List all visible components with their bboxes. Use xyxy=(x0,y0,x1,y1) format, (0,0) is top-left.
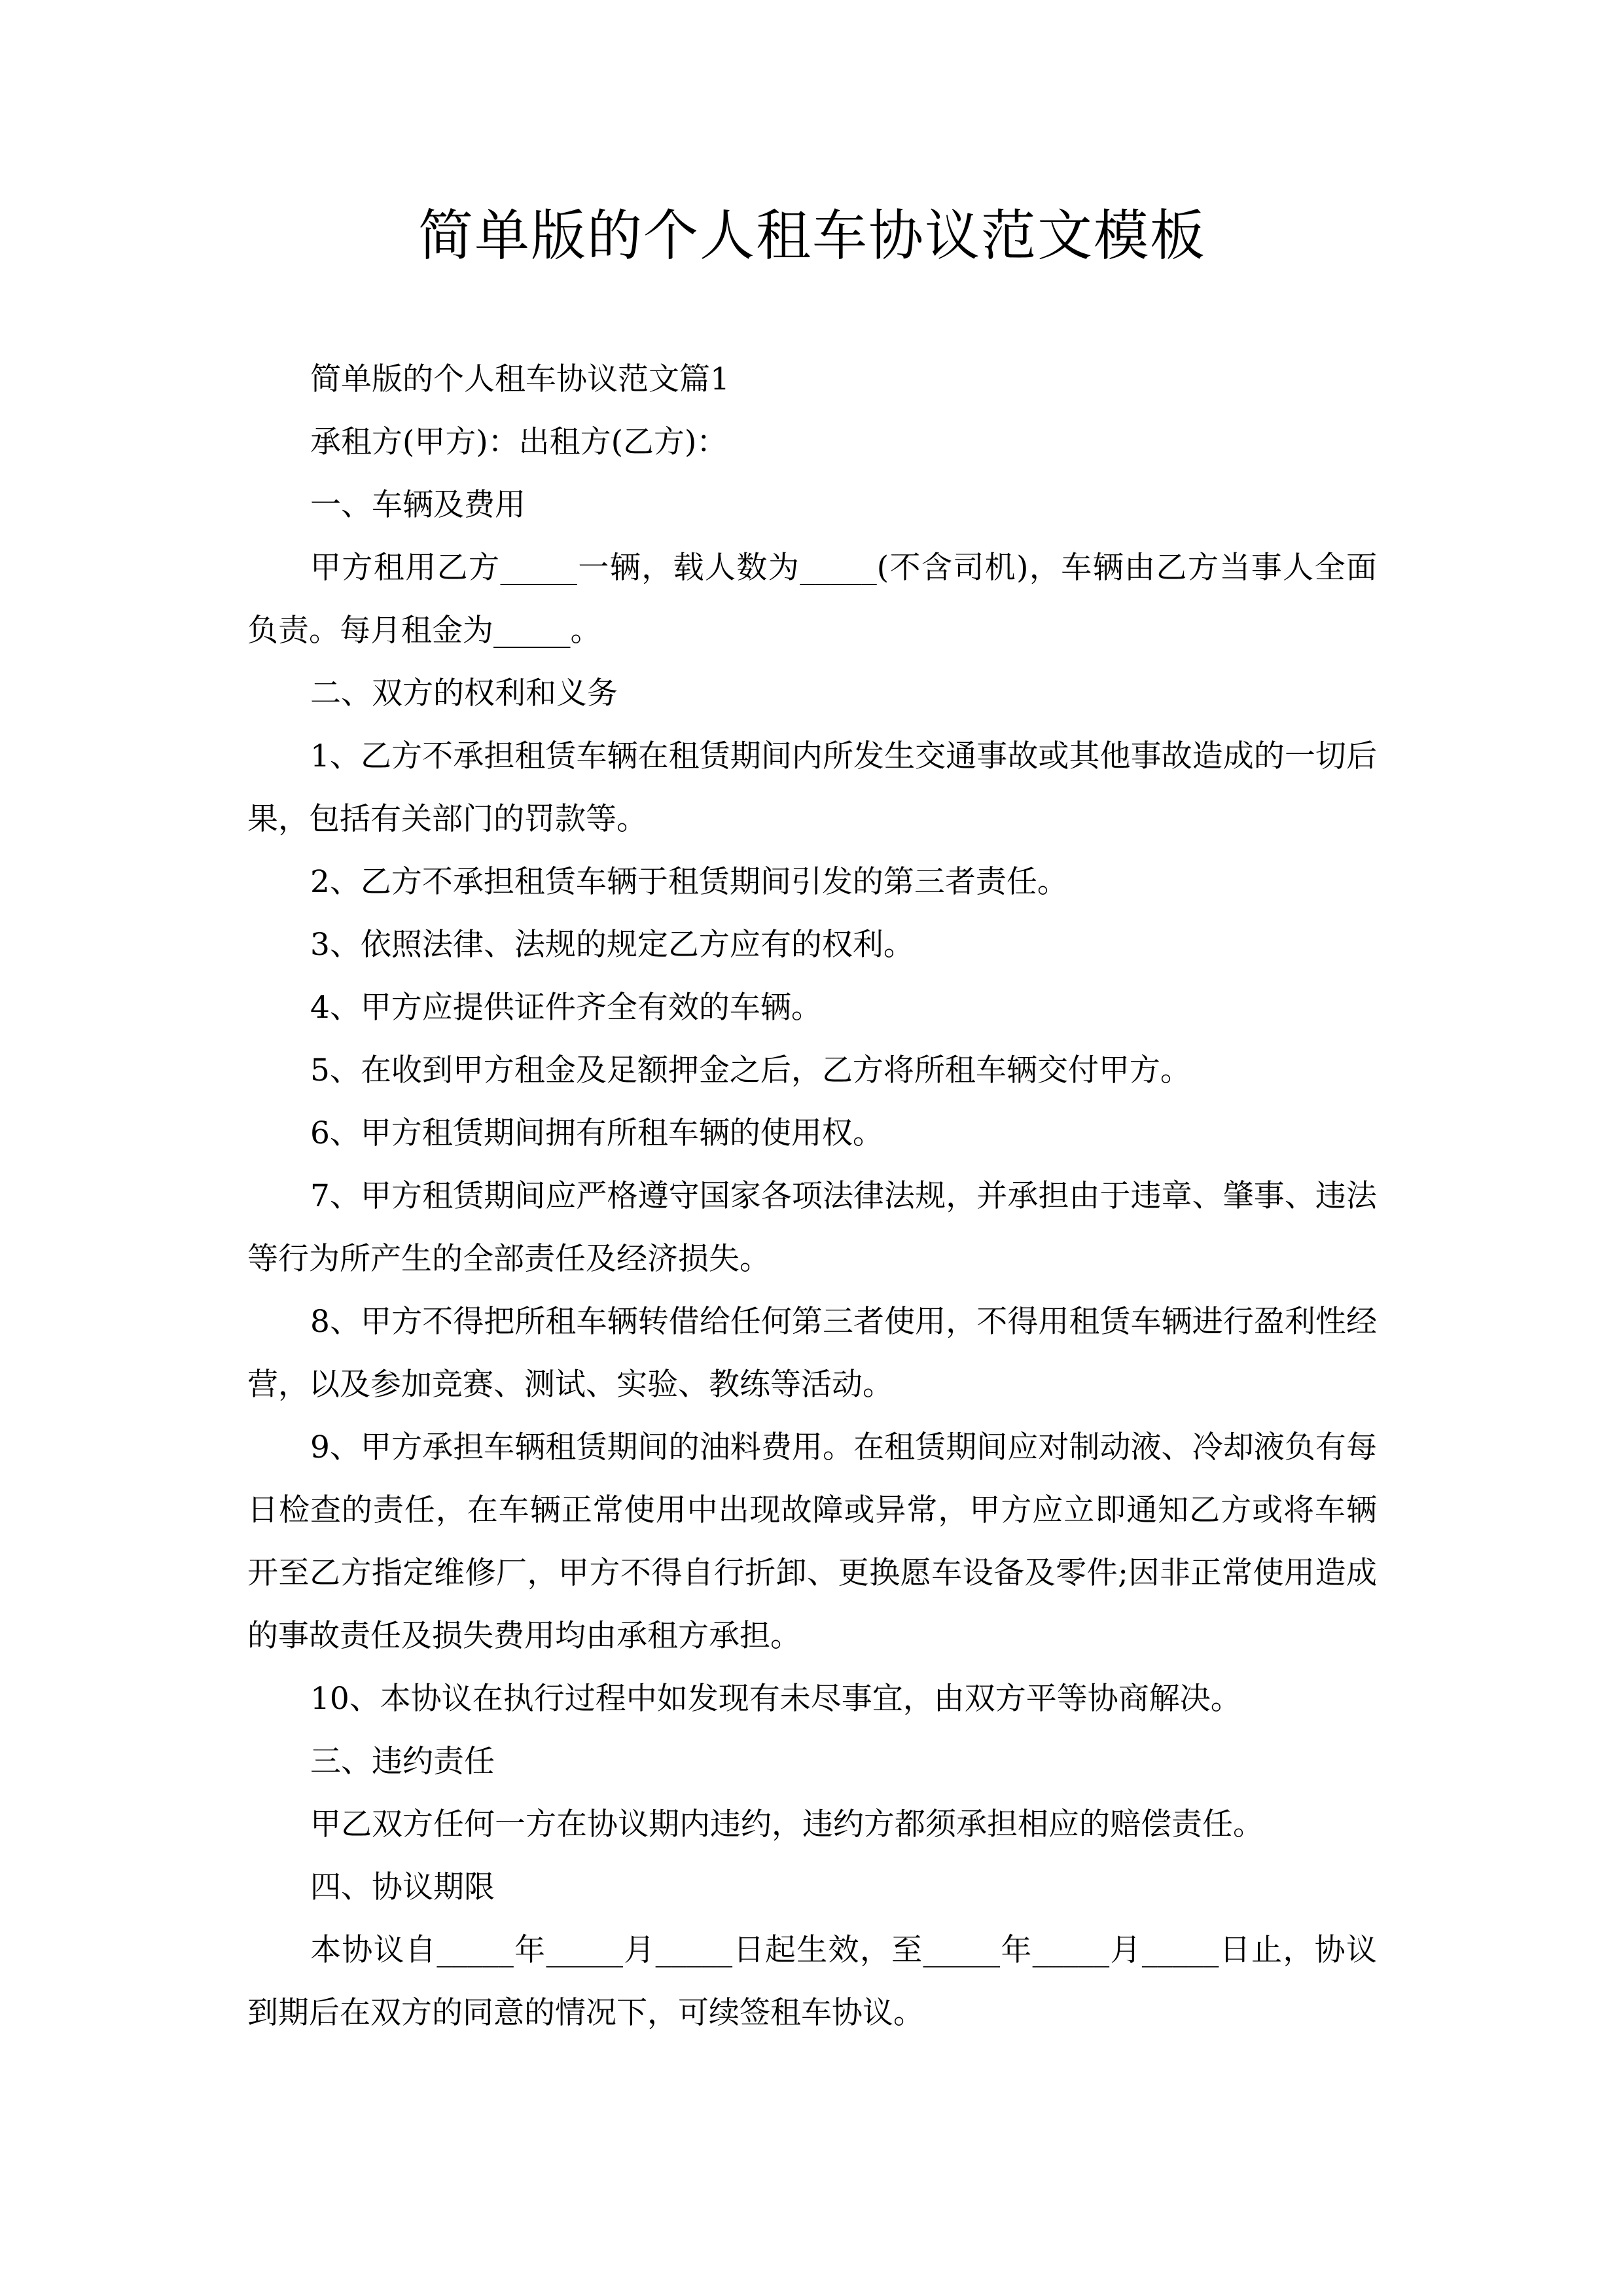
clause-1: 1、乙方不承担租赁车辆在租赁期间内所发生交通事故或其他事故造成的一切后果，包括有关部门的罚款等。 xyxy=(247,738,1377,837)
clause-9: 9、甲方承担车辆租赁期间的油料费用。在租赁期间应对制动液、冷却液负有每日检查的责任，在车辆正常使用中出现故障或异常，甲方应立即通知乙方或将车辆开至乙方指定维修厂，甲方不得自行折卸、更换愿车设备及零件;因非正常使用造成的事故责任及损失费用均由承租方承担。 xyxy=(247,1429,1377,1654)
document-body xyxy=(247,348,1377,2045)
clause-6: 6、甲方租赁期间拥有所租车辆的使用权。 xyxy=(310,1115,883,1151)
clause-10: 10、本协议在执行过程中如发现有未尽事宜，由双方平等协商解决。 xyxy=(310,1681,1241,1717)
document-title: 简单版的个人租车协议范文模板 xyxy=(418,204,1206,268)
clause-5: 5、在收到甲方租金及足额押金之后，乙方将所租车辆交付甲方。 xyxy=(310,1052,1191,1088)
paragraph-vehicle-fees: 甲方租用乙方_____一辆，载人数为_____(不含司机)，车辆由乙方当事人全面负责。每月租金为_____。 xyxy=(247,550,1377,649)
heading-breach-liability: 三、违约责任 xyxy=(310,1744,495,1780)
paragraph-breach-liability: 甲乙双方任何一方在协议期内违约，违约方都须承担相应的赔偿责任。 xyxy=(310,1806,1264,1842)
section-subtitle: 简单版的个人租车协议范文篇1 xyxy=(310,361,730,397)
clause-3: 3、依照法律、法规的规定乙方应有的权利。 xyxy=(310,927,914,963)
heading-vehicle-fees: 一、车辆及费用 xyxy=(310,487,526,523)
clause-8: 8、甲方不得把所租车辆转借给任何第三者使用，不得用租赁车辆进行盈利性经营，以及参加竞赛、测试、实验、教练等活动。 xyxy=(247,1304,1377,1403)
clause-7: 7、甲方租赁期间应严格遵守国家各项法律法规，并承担由于违章、肇事、违法等行为所产生的全部责任及经济损失。 xyxy=(247,1178,1377,1277)
heading-rights-obligations: 二、双方的权利和义务 xyxy=(310,675,618,711)
parties-line: 承租方(甲方)：出租方(乙方)： xyxy=(310,424,728,460)
heading-agreement-term: 四、协议期限 xyxy=(310,1869,495,1905)
clause-4: 4、甲方应提供证件齐全有效的车辆。 xyxy=(310,990,822,1026)
clause-2: 2、乙方不承担租赁车辆于租赁期间引发的第三者责任。 xyxy=(310,864,1068,900)
paragraph-agreement-term: 本协议自_____年_____月_____日起生效，至_____年_____月_____日止，协议到期后在双方的同意的情况下，可续签租车协议。 xyxy=(247,1932,1377,2031)
